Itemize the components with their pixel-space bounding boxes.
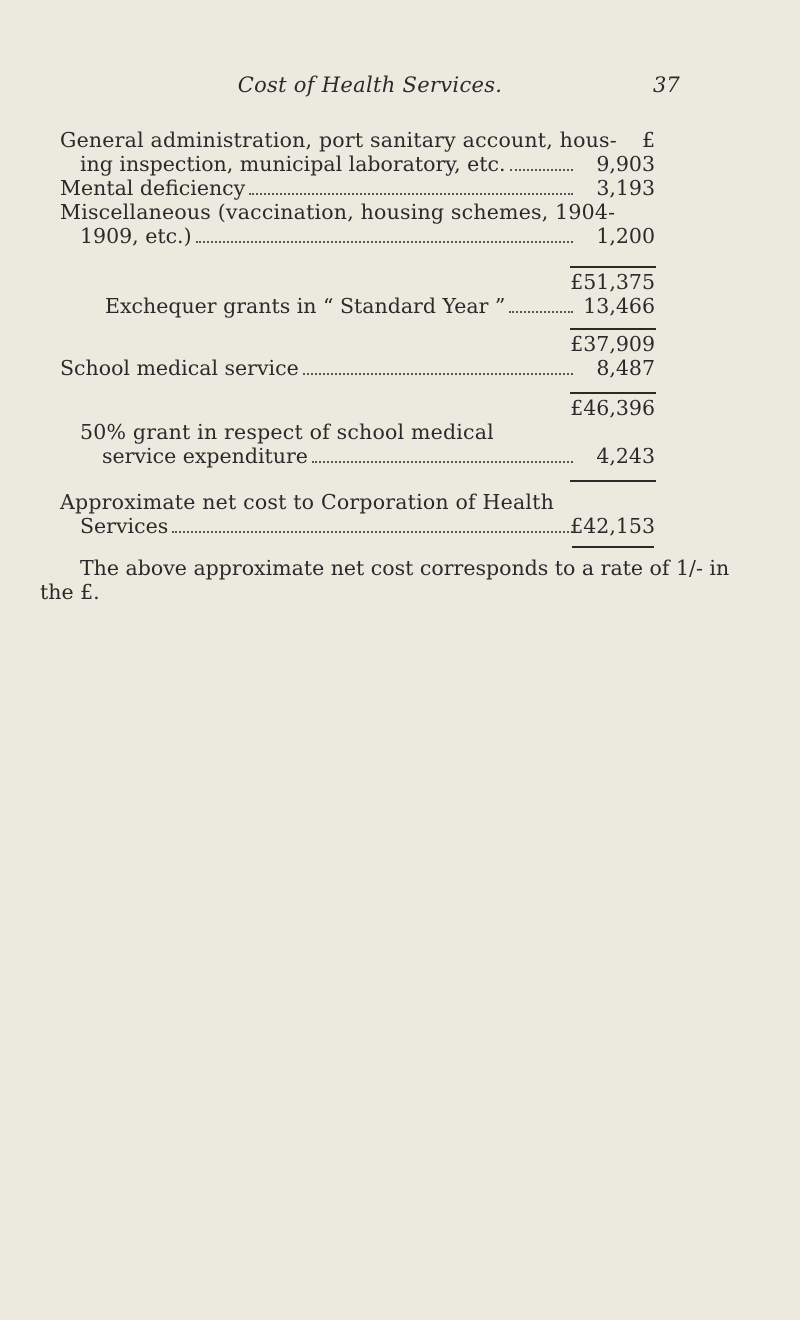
total-rule xyxy=(570,266,656,268)
grant-line1: 50% grant in respect of school medical xyxy=(80,420,494,444)
total-rule xyxy=(570,392,656,394)
page-title: Cost of Health Services. xyxy=(237,73,503,97)
grant-line2 xyxy=(102,444,577,468)
general-admin-label: ing inspection, municipal laboratory, etc. xyxy=(80,152,506,176)
subtotal-3: £46,396 xyxy=(570,396,655,420)
mental-deficiency-amount: 3,193 xyxy=(596,176,655,200)
net-label: Services xyxy=(80,514,169,538)
grant-amount: 4,243 xyxy=(596,444,655,468)
total-rule xyxy=(570,480,656,482)
leader-dots xyxy=(249,193,573,195)
mental-deficiency-label: Mental deficiency xyxy=(60,176,246,200)
mental-deficiency-line xyxy=(60,176,577,200)
net-line2 xyxy=(80,514,577,538)
subtotal-1: £51,375 xyxy=(570,270,655,294)
net-line1: Approximate net cost to Corporation of Health xyxy=(60,490,554,514)
total-rule xyxy=(572,546,654,548)
total-rule xyxy=(570,328,656,330)
exchequer-amount: 13,466 xyxy=(583,294,655,318)
leader-dots xyxy=(196,241,573,243)
general-admin-line2 xyxy=(80,152,577,176)
school-medical-label: School medical service xyxy=(60,356,299,380)
currency-heading: £ xyxy=(641,128,655,152)
school-medical-line xyxy=(60,356,577,380)
misc-amount: 1,200 xyxy=(596,224,655,248)
general-admin-amount: 9,903 xyxy=(596,152,655,176)
grant-label: service expenditure xyxy=(102,444,308,468)
leader-dots xyxy=(303,373,573,375)
misc-label: 1909, etc.) xyxy=(80,224,192,248)
misc-line1: Miscellaneous (vaccination, housing schemes, 1904- xyxy=(60,200,616,224)
footer-note-line2: the £. xyxy=(40,580,100,604)
subtotal-2: £37,909 xyxy=(570,332,655,356)
exchequer-line xyxy=(105,294,577,318)
leader-dots xyxy=(312,461,573,463)
misc-line2 xyxy=(80,224,577,248)
leader-dots xyxy=(172,531,573,533)
exchequer-label: Exchequer grants in “ Standard Year ” xyxy=(105,294,506,318)
net-amount: £42,153 xyxy=(570,514,655,538)
page-number: 37 xyxy=(653,73,680,97)
school-medical-amount: 8,487 xyxy=(596,356,655,380)
general-admin-line1: General administration, port sanitary account, hous- xyxy=(60,128,617,152)
footer-note-line1: The above approximate net cost corresponds to a rate of 1/- in xyxy=(80,556,730,580)
